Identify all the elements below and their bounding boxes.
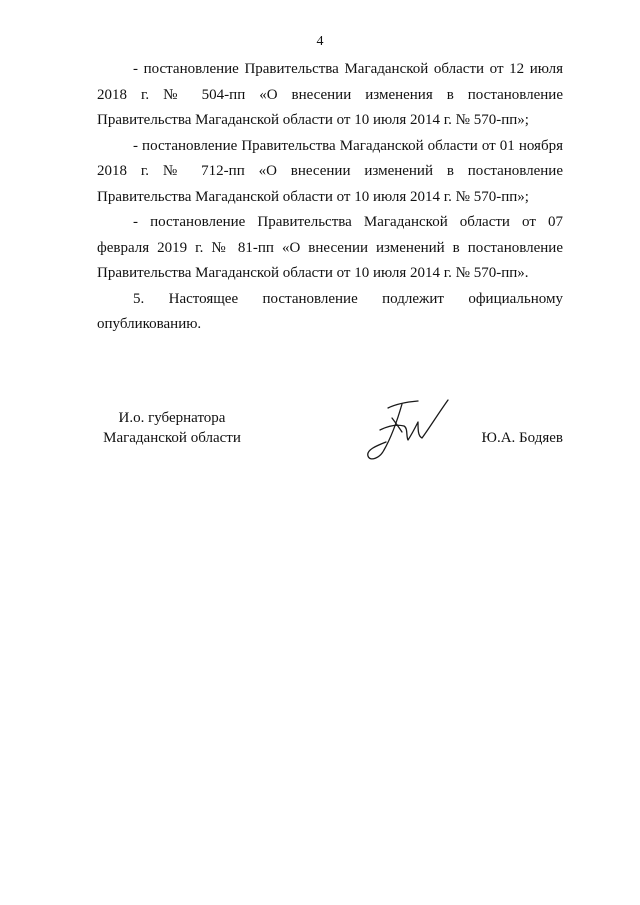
signatory-name: Ю.А. Бодяев (481, 430, 563, 446)
paragraph-decree-504: - постановление Правительства Магаданской области от 12 июля 2018 г. № 504-пп «О внесении изменения в постановление Правительства Магаданской области от 10 июля 2014 г. № 570-пп»; (97, 61, 563, 128)
page-number: 4 (316, 34, 324, 49)
paragraph-publication: 5. Настоящее постановление подлежит официальному опубликованию. (97, 290, 563, 332)
signatory-title-line2: Магаданской области (103, 430, 241, 446)
paragraph-decree-81: - постановление Правительства Магаданской области от 07 февраля 2019 г. № 81-пп «О внесении изменений в постановление Правительства Магаданской области от 10 июля 2014 г. № 570-пп». (97, 214, 563, 281)
document-body (97, 57, 563, 338)
signatory-title-line1: И.о. губернатора (118, 410, 226, 426)
handwritten-signature-icon (362, 396, 457, 466)
paragraph-decree-712: - постановление Правительства Магаданской области от 01 ноября 2018 г. № 712-пп «О внесении изменений в постановление Правительства Магаданской области от 10 июля 2014 г. № 570-пп»; (97, 137, 563, 205)
signatory-title (97, 408, 247, 448)
signature-block (97, 408, 563, 478)
